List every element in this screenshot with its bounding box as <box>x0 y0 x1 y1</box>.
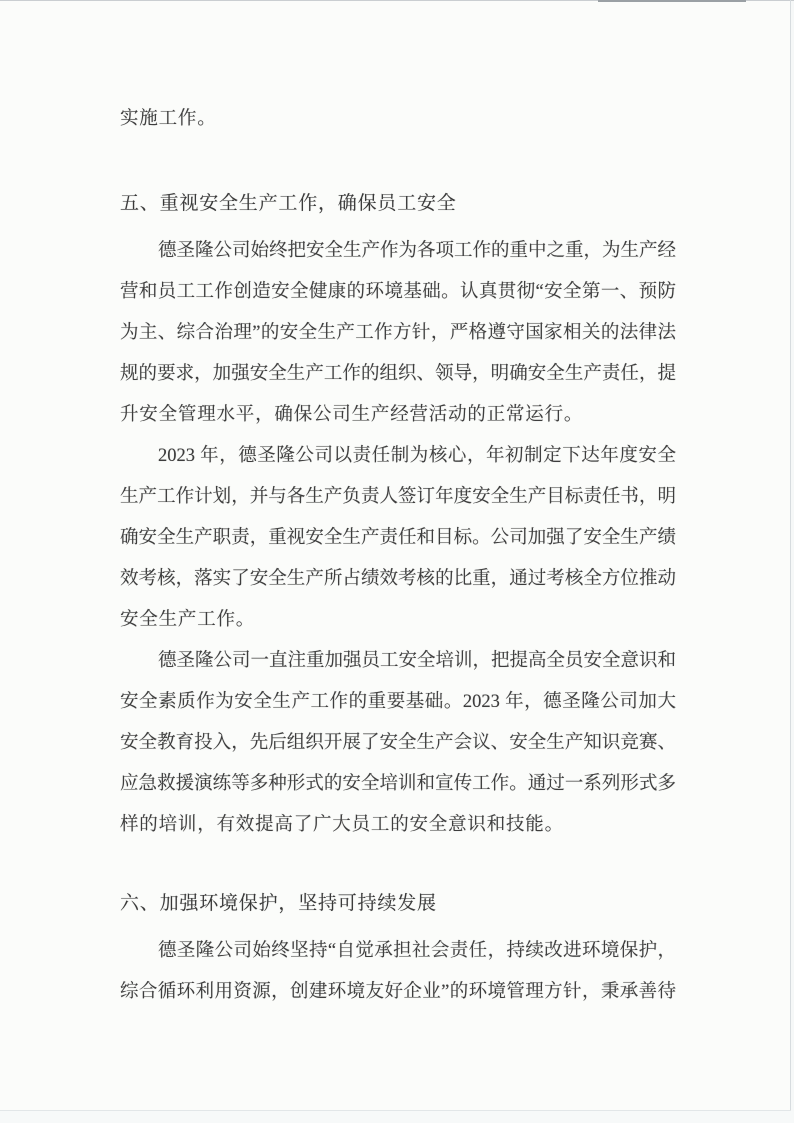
scan-right-edge-line <box>790 0 791 1111</box>
section-5-heading: 五、重视安全生产工作，确保员工安全 <box>120 193 457 214</box>
paragraph-line: 安全素质作为安全生产工作的重要基础。2023 年，德圣隆公司加大 <box>120 692 676 712</box>
paragraph-line: 2023 年，德圣隆公司以责任制为核心，年初制定下达年度安全 <box>158 446 676 466</box>
carryover-text-line: 实施工作。 <box>120 109 217 129</box>
paragraph-line: 综合循环利用资源，创建环境友好企业”的环境管理方针，秉承善待 <box>120 982 676 1002</box>
paragraph-line: 为主、综合治理”的安全生产工作方针，严格遵守国家相关的法律法 <box>120 323 676 343</box>
paragraph-line: 生产工作计划，并与各生产负责人签订年度安全生产目标责任书，明 <box>120 487 676 507</box>
paragraph-line: 升安全管理水平，确保公司生产经营活动的正常运行。 <box>120 405 584 425</box>
paragraph-line: 德圣隆公司始终坚持“自觉承担社会责任，持续改进环境保护， <box>158 941 676 961</box>
paragraph-line: 效考核，落实了安全生产所占绩效考核的比重，通过考核全方位推动 <box>120 569 676 589</box>
paragraph-line: 确安全生产职责，重视安全生产责任和目标。公司加强了安全生产绩 <box>120 528 676 548</box>
paragraph-line: 德圣隆公司一直注重加强员工安全培训，把提高全员安全意识和 <box>158 651 677 671</box>
paragraph-line: 规的要求，加强安全生产工作的组织、领导，明确安全生产责任，提 <box>120 364 676 384</box>
paragraph-line: 应急救援演练等多种形式的安全培训和宣传工作。通过一系列形式多 <box>120 774 676 794</box>
scan-bottom-edge-line <box>0 1110 791 1111</box>
scan-top-edge-dark-segment <box>598 0 746 2</box>
paragraph-line: 样的培训，有效提高了广大员工的安全意识和技能。 <box>120 815 564 835</box>
paragraph-line: 安全教育投入，先后组织开展了安全生产会议、安全生产知识竞赛、 <box>120 733 676 753</box>
scan-bottom-margin-strip <box>0 1111 794 1123</box>
section-6-heading: 六、加强环境保护，坚持可持续发展 <box>120 893 437 914</box>
paragraph-line: 营和员工工作创造安全健康的环境基础。认真贯彻“安全第一、预防 <box>120 282 676 302</box>
paragraph-line: 安全生产工作。 <box>120 610 256 630</box>
paragraph-line: 德圣隆公司始终把安全生产作为各项工作的重中之重，为生产经 <box>158 241 677 261</box>
